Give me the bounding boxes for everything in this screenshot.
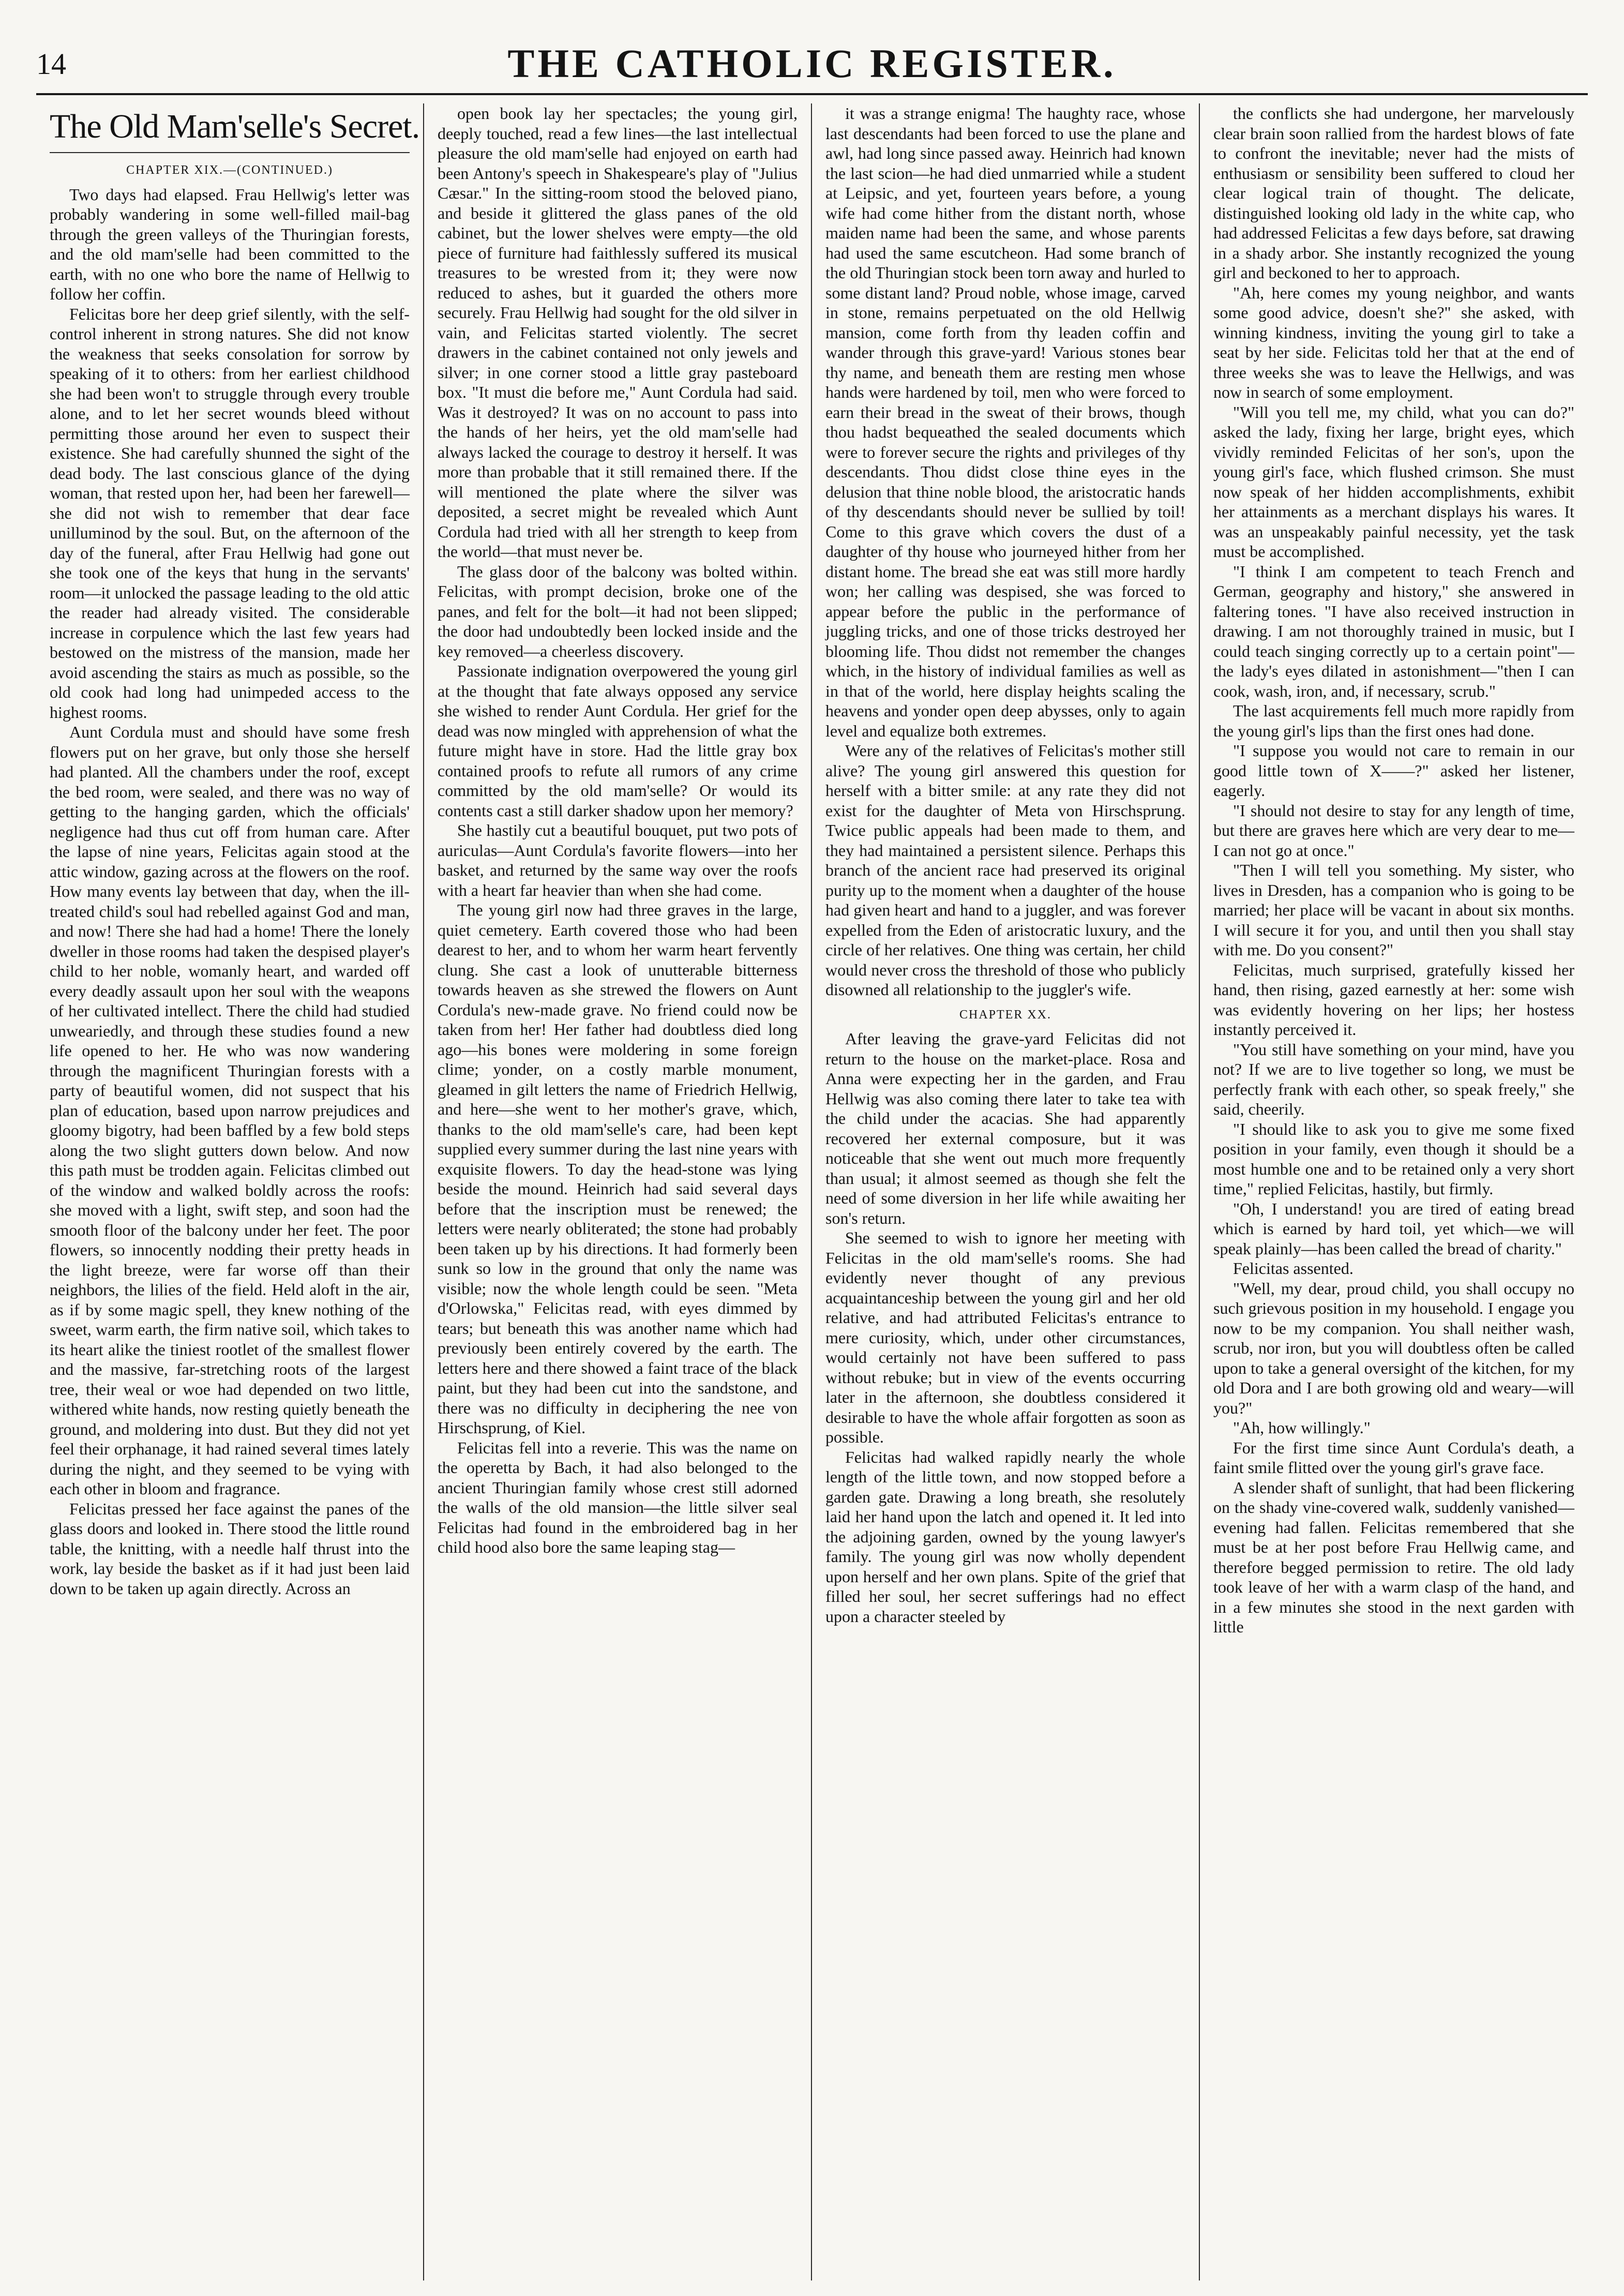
article-paragraph: She seemed to wish to ignore her meeting with Felicitas in the old mam'selle's rooms. She had evidently never thought of any previous acquaintanceship between the young girl and her old relative, and had attributed Felicitas's entrance to mere curiosity, which, under other circumstances, would certainly not have been suffered to pass without rebuke; but in view of the events occurring later in the afternoon, she doubtless considered it desirable to have the whole affair forgotten as soon as possible. xyxy=(825,1228,1185,1446)
column-4 xyxy=(1200,103,1588,2280)
chapter-20-heading: CHAPTER XX. xyxy=(959,1008,1051,1022)
article-paragraph: Felicitas, much surprised, gratefully kissed her hand, then rising, gazed earnestly at her: some wish was evidently hovering on her lips; her hostess instantly perceived it. xyxy=(1213,960,1574,1039)
article-paragraph: "I should not desire to stay for any length of time, but there are graves here which are very dear to me—I can not go at once." xyxy=(1213,801,1574,860)
article-paragraph: open book lay her spectacles; the young girl, deeply touched, read a few lines—the last intellectual pleasure the old mam'selle had enjoyed on earth had been Antony's speech in Shakespeare's play of "Julius Cæsar." In the sitting-room stood the beloved piano, and beside it glittered the glass panes of the old cabinet, but the lower shelves were empty—the old piece of furniture had faithlessly suffered its musical treasures to be wrested from it; they were now reduced to ashes, but it guarded the others more securely. Frau Hellwig had sought for the old silver in vain, and Felicitas started violently. The secret drawers in the cabinet contained not only jewels and silver; in one corner stood a little gray pasteboard box. "It must die before me," Aunt Cordula had said. Was it destroyed? It was on no account to pass into the hands of her heirs, yet the old mam'selle had always lacked the courage to destroy it herself. It was more than probable that it still remained there. If the will mentioned the plate where the silver was deposited, a secret might be revealed which Aunt Cordula had tried with all her strength to keep from the world—that must never be. xyxy=(438,104,798,561)
article-paragraph: After leaving the grave-yard Felicitas did not return to the house on the market-place. Rosa and Anna were expecting her in the garden, and Frau Hellwig was also coming there later to take tea with the child under the acacias. She had apparently recovered her external composure, but it was noticeable that she went out much more frequently than usual; it almost seemed as though she felt the need of some diversion in her life while awaiting her son's return. xyxy=(825,1029,1185,1227)
article-paragraph: The glass door of the balcony was bolted within. Felicitas, with prompt decision, broke one of the panes, and felt for the bolt—it had not been slipped; the door had undoubtedly been locked inside and the key removed—a cheerless discovery. xyxy=(438,562,798,661)
article-paragraph: Felicitas bore her deep grief silently, with the self-control inherent in strong natures. She did not know the weakness that seeks consolation for sorrow by speaking of it to others: from her earliest childhood she had been won't to struggle through every trouble alone, and to let her secret wounds bleed without permitting those around her even to suspect their existence. She had carefully shunned the sight of the dead body. The last conscious glance of the dying woman, that rested upon her, had been her farewell—she did not wish to remember that dear face unilluminod by the soul. But, on the afternoon of the day of the funeral, after Frau Hellwig had gone out she took one of the keys that hung in the servants' room—it unlocked the passage leading to the old attic the reader had already visited. The considerable increase in corpulence which the last few years had bestowed on the mistress of the mansion, made her avoid ascending the stairs as much as possible, so the old cook had long had unimpeded access to the highest rooms. xyxy=(50,304,410,722)
article-paragraph: Aunt Cordula must and should have some fresh flowers put on her grave, but only those she herself had planted. All the chambers under the roof, except the bed room, were sealed, and there was no way of getting to the hanging garden, which the officials' negligence had thus cut off from human care. After the lapse of nine years, Felicitas again stood at the attic window, gazing across at the flowers on the roof. How many events lay between that day, when the ill-treated child's soul had rebelled against God and man, and now! There she had had a home! There the lonely dweller in those rooms had taken the despised player's child to her noble, womanly heart, and warded off every deadly assault upon her soul with the weapons of her cultivated intellect. There the child had studied unweariedly, and through these studies found a new life opened to her. He who was now wandering through the magnificent Thuringian forests with a party of beautiful women, did not suspect that his plan of education, based upon narrow prejudices and gloomy bigotry, had been baffled by a few bold steps along the two slight gutters down below. And now this path must be trodden again. Felicitas climbed out of the window and walked boldly across the roofs: she moved with a light, swift step, and soon had the smooth floor of the balcony under her feet. The poor flowers, so innocently nodding their pretty heads in the light breeze, were far worse off than their neighbors, the lilies of the field. Held aloft in the air, as if by some magic spell, they knew nothing of the sweet, warm earth, the firm native soil, which takes to its heart alike the tiniest rootlet of the smallest flower and the massive, far-stretching roots of the largest tree, their weal or woe had depended on two little, withered white hands, now resting quietly beneath the ground, and moldering into dust. But they did not yet feel their orphanage, it had rained several times lately during the night, and they seemed to be vying with each other in bloom and fragrance. xyxy=(50,723,410,1498)
article-paragraph: "Well, my dear, proud child, you shall occupy no such grievous position in my household. I engage you now to be my companion. You shall neither wash, scrub, nor iron, but you will doubtless often be called upon to take a general oversight of the kitchen, for my old Dora and I are both growing old and weary—will you?" xyxy=(1213,1279,1574,1417)
article-paragraph: "I think I am competent to teach French and German, geography and history," she answered in faltering tones. "I have also received instruction in drawing. I am not thoroughly trained in music, but I could teach singing correctly up to a certain point"—the lady's eyes dilated in astonishment—"then I can cook, wash, iron, and, if necessary, scrub." xyxy=(1213,562,1574,700)
article-paragraph: The last acquirements fell much more rapidly from the young girl's lips than the first ones had done. xyxy=(1213,701,1574,740)
column-1 xyxy=(36,103,424,2280)
article-paragraph: Passionate indignation overpowered the young girl at the thought that fate always opposed any service she wished to render Aunt Cordula. Her grief for the dead was now mingled with apprehension of what the future might have in store. Had the little gray box contained proofs to refute all rumors of any crime committed by the old mam'selle? Or would its contents cast a still darker shadow upon her memory? xyxy=(438,662,798,820)
article-paragraph: "Ah, how willingly." xyxy=(1233,1418,1371,1437)
newspaper-title: THE CATHOLIC REGISTER. xyxy=(507,41,1117,86)
article-paragraph: Two days had elapsed. Frau Hellwig's letter was probably wandering in some well-filled mail-bag through the green valleys of the Thuringian forests, and the old mam'selle had been committed to the earth, with no one who bore the name of Hellwig to follow her coffin. xyxy=(50,185,410,303)
article-paragraph: it was a strange enigma! The haughty race, whose last descendants had been forced to use the plane and awl, had long since passed away. Heinrich had known the last scion—he had died unmarried while a student at Leipsic, and yet, fourteen years before, a young wife had come hither from the distant north, whose maiden name had been the same, and whose parents had used the same escutcheon. Had some branch of the old Thuringian stock been torn away and hurled to some distant land? Proud noble, whose image, carved in stone, remains perpetuated on the old Hellwig mansion, come forth from thy leaden coffin and wander through this grave-yard! Various stones bear thy name, and beneath them are resting men whose hands were hardened by toil, men who were forced to earn their bread in the sweat of their brows, though thou hadst bequeathed the sealed documents which were to forever secure the rights and privileges of thy descendants. Thou didst close thine eyes in the delusion that thine noble blood, the aristocratic hands of thy descendants should never be sullied by toil! Come to this grave which covers the dust of a daughter of thy house who journeyed hither from her distant home. The bread she eat was still more hardly won; her calling was despised, she was forced to appear before the public in the performance of juggling tricks, and one of those tricks destroyed her blooming life. Thou didst not remember the changes which, in the history of individual families as well as in that of the world, here display heights scaling the heavens and yonder open deep abysses, only to again level and equalize both extremes. xyxy=(825,104,1185,740)
article-paragraph: Felicitas fell into a reverie. This was the name on the operetta by Bach, it had also belonged to the ancient Thuringian family whose crest still adorned the walls of the old mansion—the little silver seal Felicitas had found in the embroidered bag in her child hood also bore the same leaping stag— xyxy=(438,1438,798,1556)
article-paragraph: "Oh, I understand! you are tired of eating bread which is earned by hard toil, yet which—we will speak plainly—has been called the bread of charity." xyxy=(1213,1199,1574,1258)
page-number: 14 xyxy=(36,47,66,81)
article-paragraph: Were any of the relatives of Felicitas's mother still alive? The young girl answered this question for herself with a bitter smile: at any rate they did not exist for the daughter of Meta von Hirschsprung. Twice public appeals had been made to them, and they had maintained a persistent silence. Perhaps this branch of the ancient race had preserved its original purity up to the moment when a daughter of the house had given heart and hand to a juggler, and was forever expelled from the Eden of aristocratic luxury, and the circle of her relatives. One thing was certain, her child would never cross the threshold of those who publicly disowned all relationship to the juggler's wife. xyxy=(825,741,1185,999)
article-paragraph: "I should like to ask you to give me some fixed position in your family, even though it should be a most humble one and to be retained only a very short time," replied Felicitas, hastily, but firmly. xyxy=(1213,1119,1574,1198)
article-paragraph: the conflicts she had undergone, her marvelously clear brain soon rallied from the hardest blows of fate to confront the inevitable; never had the mists of enthusiasm or sensibility been suffered to cloud her clear logical train of thought. The delicate, distinguished looking old lady in the white cap, who had addressed Felicitas a few days before, sat drawing in a shady arbor. She instantly recognized the young girl and beckoned to her to approach. xyxy=(1213,104,1574,282)
article-paragraph: The young girl now had three graves in the large, quiet cemetery. Earth covered those who had been dearest to her, and to whom her warm heart fervently clung. She cast a look of unutterable bitterness towards heaven as she strewed the flowers on Aunt Cordula's new-made grave. No friend could now be taken from her! Her father had doubtless died long ago—his bones were moldering in some foreign clime; yonder, on a costly marble monument, gleamed in gilt letters the name of Friedrich Hellwig, and here—she went to her mother's grave, which, thanks to the old mam'selle's care, had been kept supplied every summer during the last nine years with exquisite flowers. To day the head-stone was lying beside the mound. Heinrich had said several days before that the inscription must be renewed; the letters were nearly obliterated; the stone had probably been taken up by his directions. It had formerly been sunk so low in the ground that only the name was visible; now the whole length could be seen. "Meta d'Orlowska," Felicitas read, with eyes dimmed by tears; but beneath this was another name which had previously been entirely covered by the earth. The letters here and there showed a faint trace of the black paint, but they had been cut into the sandstone, and there was no difficulty in deciphering the nee von Hirschsprung, of Kiel. xyxy=(438,901,798,1437)
article-paragraph: "Will you tell me, my child, what you can do?" asked the lady, fixing her large, bright eyes, which vividly reminded Felicitas of her son's, upon the young girl's face, which flushed crimson. She must now speak of her hidden accomplishments, exhibit her attainments as a merchant displays his wares. It was an unspeakably painful necessity, yet the task must be accomplished. xyxy=(1213,402,1574,561)
column-3 xyxy=(812,103,1200,2280)
column-2 xyxy=(424,103,812,2280)
article-paragraph: A slender shaft of sunlight, that had been flickering on the shady vine-covered walk, suddenly vanished—evening had fallen. Felicitas remembered that she must be at her post before Frau Hellwig came, and therefore begged permission to retire. The old lady took leave of her with a warm clasp of the hand, and in a few minutes she stood in the next garden with little xyxy=(1213,1478,1574,1636)
article-paragraph: Felicitas assented. xyxy=(1233,1259,1354,1278)
article-columns xyxy=(36,103,1588,2280)
chapter-19-heading: CHAPTER XIX.—(CONTINUED.) xyxy=(126,163,333,177)
article-paragraph: "Then I will tell you something. My sister, who lives in Dresden, has a companion who is going to be married; her place will be vacant in about six months. I will secure it for you, and until then you shall stay with me. Do you consent?" xyxy=(1213,861,1574,959)
article-paragraph: "I suppose you would not care to remain in our good little town of X——?" asked her listener, eagerly. xyxy=(1213,741,1574,800)
article-paragraph: Felicitas pressed her face against the panes of the glass doors and looked in. There stood the little round table, the knitting, with a needle half thrust into the work, lay beside the basket as if it had just been laid down to be taken up again directly. Across an xyxy=(50,1499,410,1598)
article-paragraph: "You still have something on your mind, have you not? If we are to live together so long, we must be perfectly frank with each other, so speak freely," she said, cheerily. xyxy=(1213,1040,1574,1118)
article-paragraph: She hastily cut a beautiful bouquet, put two pots of auriculas—Aunt Cordula's favorite flowers—into her basket, and returned by the same way over the roofs with a heart far heavier than when she had come. xyxy=(438,821,798,899)
masthead xyxy=(36,31,1588,95)
article-paragraph: "Ah, here comes my young neighbor, and wants some good advice, doesn't she?" she asked, with winning kindness, inviting the young girl to take a seat by her side. Felicitas told her that at the end of three weeks she was to leave the Hellwigs, and was now in search of some employment. xyxy=(1213,283,1574,401)
story-title: The Old Mam'selle's Secret. xyxy=(50,107,410,153)
article-paragraph: For the first time since Aunt Cordula's death, a faint smile flitted over the young girl's grave face. xyxy=(1213,1438,1574,1477)
article-paragraph: Felicitas had walked rapidly nearly the whole length of the little town, and now stopped before a garden gate. Drawing a long breath, she resolutely laid her hand upon the latch and opened it. It led into the adjoining garden, owned by the young lawyer's family. The young girl was now wholly dependent upon herself and her own plans. Spite of the grief that filled her soul, her secret sufferings had no effect upon a character steeled by xyxy=(825,1447,1185,1626)
